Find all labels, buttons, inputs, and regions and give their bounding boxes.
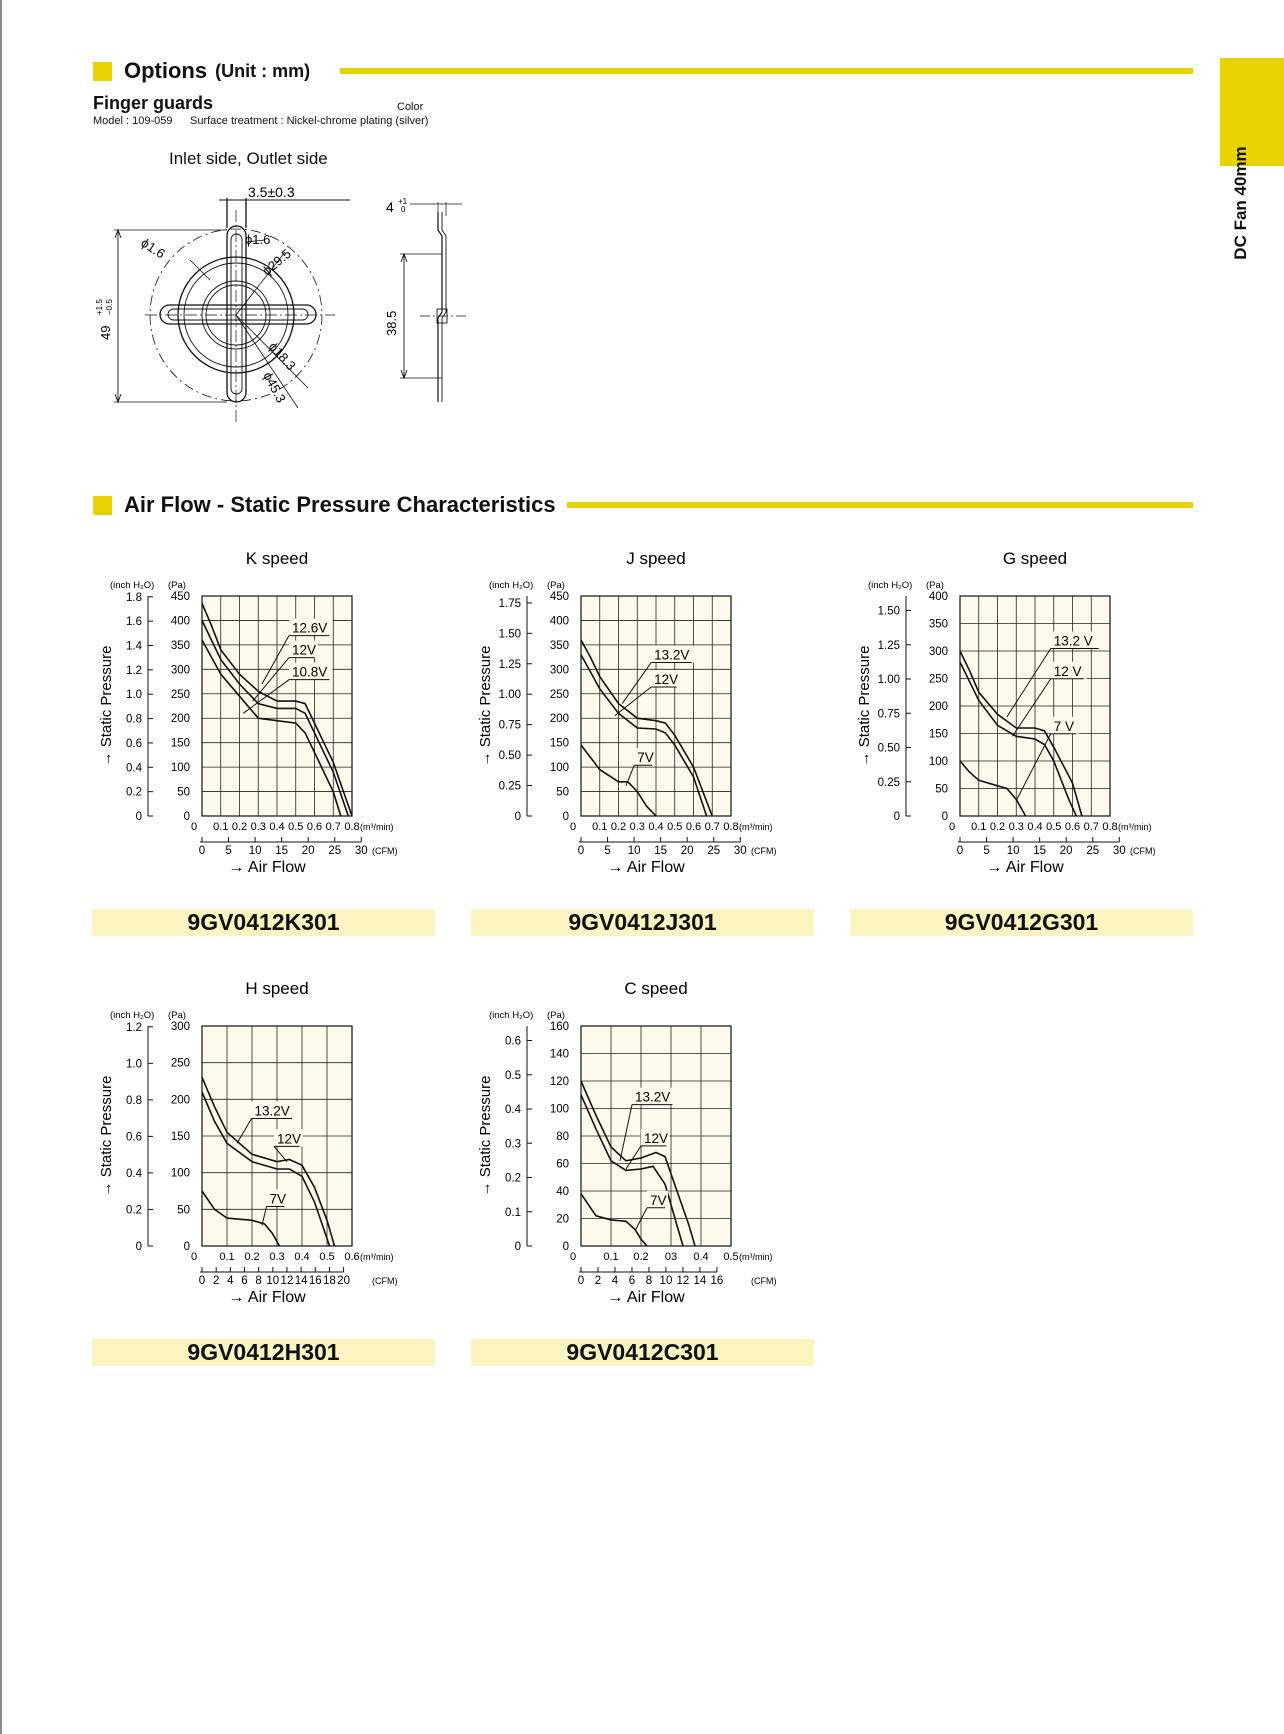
cfm-unit-label: (CFM) xyxy=(372,846,398,856)
cfm-tick-label: 20 xyxy=(337,1275,350,1287)
cfm-tick-label: 10 xyxy=(627,845,641,857)
finger-guards-color-label: Color xyxy=(397,101,424,113)
series-label: 13.2V xyxy=(654,647,690,663)
finger-guards-side-label: Inlet side, Outlet side xyxy=(169,149,328,168)
model-band-c: 9GV0412C301 xyxy=(471,1339,814,1366)
inch-tick-label: 0.25 xyxy=(498,780,521,793)
options-rule xyxy=(340,68,1193,74)
cfm-unit-label: (CFM) xyxy=(372,1276,398,1286)
pa-tick-label: 150 xyxy=(928,728,948,741)
pa-tick-label: 350 xyxy=(928,618,948,631)
airflow-square-icon xyxy=(93,496,112,515)
inch-tick-label: 0.2 xyxy=(505,1172,521,1185)
chart-title: K speed xyxy=(245,549,309,568)
m3-tick-label: 0.7 xyxy=(1083,821,1099,833)
m3-tick-label: 0.3 xyxy=(1008,821,1024,833)
x-axis-label: → Air Flow xyxy=(607,1289,685,1306)
chart-title: H speed xyxy=(245,979,309,998)
inch-tick-label: 1.50 xyxy=(498,628,521,641)
m3-unit-label: (m³/min) xyxy=(739,1252,773,1262)
cfm-tick-label: 14 xyxy=(294,1275,308,1287)
cfm-tick-label: 25 xyxy=(707,845,721,857)
cfm-tick-label: 16 xyxy=(710,1275,724,1287)
y-axis-label: → Static Pressure xyxy=(98,645,115,767)
pa-tick-label: 150 xyxy=(170,1131,190,1143)
options-title: Options xyxy=(124,58,208,83)
x-origin-label: 0 xyxy=(190,1251,198,1263)
m3-unit-label: (m³/min) xyxy=(1118,822,1152,832)
m3-tick-label: 0.5 xyxy=(667,821,683,833)
pa-tick-label: 40 xyxy=(556,1186,569,1198)
x-axis-label: → Air Flow xyxy=(986,859,1064,876)
inch-tick-label: 1.50 xyxy=(877,605,900,618)
pa-tick-label: 0 xyxy=(941,811,948,823)
pa-tick-label: 200 xyxy=(549,713,569,726)
chart-h-speed xyxy=(92,972,437,1317)
cfm-tick-label: 20 xyxy=(301,845,315,857)
m3-tick-label: 0.8 xyxy=(723,821,739,833)
series-label: 12V xyxy=(654,672,679,687)
series-label: 7 V xyxy=(1053,718,1075,734)
chart-title: G speed xyxy=(1002,549,1068,568)
dim-hole-small: ϕ1.6 xyxy=(245,232,271,247)
m3-tick-label: 0.5 xyxy=(288,821,304,833)
unit-inch-label: (inch H₂O) xyxy=(110,1010,155,1021)
pa-tick-label: 250 xyxy=(170,688,190,701)
unit-pa-label: (Pa) xyxy=(547,580,565,591)
side-tab-label xyxy=(1226,138,1256,268)
pa-tick-label: 400 xyxy=(549,615,569,628)
cfm-tick-label: 5 xyxy=(604,845,611,857)
pa-tick-label: 400 xyxy=(928,591,948,603)
model-band-k: 9GV0412K301 xyxy=(92,909,435,936)
inch-tick-label: 0.1 xyxy=(505,1206,521,1219)
options-square-icon xyxy=(93,62,112,81)
finger-guards-surface: Surface treatment : Nickel-chrome plating (silver) xyxy=(190,115,429,127)
chart-j-speed xyxy=(471,542,816,887)
dim-side-height: 38.5 xyxy=(384,310,399,336)
m3-unit-label: (m³/min) xyxy=(360,1252,394,1262)
m3-tick-label: 0.4 xyxy=(269,821,285,833)
chart-title: J speed xyxy=(626,549,686,568)
dim-mount-diameter: ϕ45.3 xyxy=(260,369,289,406)
cfm-tick-label: 16 xyxy=(308,1275,322,1287)
cfm-tick-label: 15 xyxy=(1033,845,1047,857)
cfm-tick-label: 5 xyxy=(225,845,232,857)
pa-tick-label: 100 xyxy=(549,762,569,775)
m3-tick-label: 0.4 xyxy=(294,1251,310,1263)
m3-tick-label: 0.3 xyxy=(250,821,266,833)
series-label: 7V xyxy=(637,750,654,766)
m3-tick-label: 0.2 xyxy=(633,1251,649,1263)
series-label: 12V xyxy=(644,1130,669,1146)
y-axis-label: → Static Pressure xyxy=(477,645,494,767)
pa-tick-label: 140 xyxy=(549,1048,569,1061)
dim-overall-tol-lower: −0.5 xyxy=(105,299,114,315)
m3-unit-label: (m³/min) xyxy=(360,822,394,832)
cfm-tick-label: 25 xyxy=(1086,845,1100,857)
m3-tick-label: 0.5 xyxy=(1046,821,1062,833)
options-header xyxy=(93,58,310,84)
cfm-tick-label: 8 xyxy=(255,1275,262,1287)
unit-pa-label: (Pa) xyxy=(547,1010,565,1021)
inch-tick-label: 0 xyxy=(893,811,900,823)
chart-k-speed xyxy=(92,542,437,887)
pa-tick-label: 0 xyxy=(183,811,190,823)
m3-tick-label: 03 xyxy=(664,1251,678,1263)
airflow-title: Air Flow - Static Pressure Characteristics xyxy=(124,492,556,517)
pa-tick-label: 120 xyxy=(549,1076,569,1088)
pa-tick-label: 200 xyxy=(170,1094,190,1107)
pa-tick-label: 160 xyxy=(549,1021,569,1033)
pa-tick-label: 200 xyxy=(928,701,948,713)
dim-inner-ring: ϕ18.3 xyxy=(265,338,299,374)
dim-thickness-tol-upper: +1 xyxy=(398,197,408,206)
inch-tick-label: 0.50 xyxy=(877,742,900,755)
dim-thickness-tol-lower: 0 xyxy=(401,205,406,214)
series-label: 12.6V xyxy=(292,620,328,636)
unit-inch-label: (inch H₂O) xyxy=(110,580,155,591)
m3-tick-label: 0.5 xyxy=(319,1251,335,1263)
inch-tick-label: 1.2 xyxy=(126,1021,142,1034)
pa-tick-label: 60 xyxy=(556,1158,569,1171)
cfm-tick-label: 0 xyxy=(577,845,585,857)
cfm-tick-label: 20 xyxy=(680,845,694,857)
cfm-tick-label: 14 xyxy=(693,1275,707,1287)
inch-tick-label: 0.6 xyxy=(126,737,142,750)
pa-tick-label: 0 xyxy=(183,1241,190,1253)
inch-tick-label: 0.3 xyxy=(505,1138,521,1151)
inch-tick-label: 1.6 xyxy=(126,616,142,629)
model-band-h: 9GV0412H301 xyxy=(92,1339,435,1366)
inch-tick-label: 0.4 xyxy=(126,1167,142,1180)
m3-tick-label: 0.3 xyxy=(269,1251,285,1263)
cfm-tick-label: 0 xyxy=(577,1275,585,1287)
cfm-tick-label: 4 xyxy=(227,1275,234,1287)
inch-tick-label: 0.5 xyxy=(505,1069,521,1082)
series-label: 13.2V xyxy=(254,1103,290,1119)
m3-tick-label: 0.8 xyxy=(344,821,360,833)
m3-tick-label: 0.5 xyxy=(723,1251,739,1263)
pa-tick-label: 200 xyxy=(170,713,190,726)
airflow-header xyxy=(93,492,556,518)
dim-outer-ring: ϕ29.5 xyxy=(259,245,294,279)
series-label: 13.2 V xyxy=(1053,633,1093,649)
pa-tick-label: 450 xyxy=(170,591,190,603)
pa-tick-label: 300 xyxy=(928,646,948,658)
pa-tick-label: 250 xyxy=(549,688,569,701)
cfm-tick-label: 10 xyxy=(248,845,262,857)
pa-tick-label: 0 xyxy=(562,1241,569,1253)
unit-inch-label: (inch H₂O) xyxy=(868,580,913,591)
x-axis-label: → Air Flow xyxy=(607,859,685,876)
m3-unit-label: (m³/min) xyxy=(739,822,773,832)
pa-tick-label: 450 xyxy=(549,591,569,603)
m3-tick-label: 0.6 xyxy=(344,1251,360,1263)
cfm-tick-label: 0 xyxy=(198,845,206,857)
inch-tick-label: 1.25 xyxy=(498,658,521,671)
pa-tick-label: 100 xyxy=(170,1167,190,1180)
inch-tick-label: 0 xyxy=(514,811,521,823)
cfm-tick-label: 6 xyxy=(241,1275,248,1287)
pa-tick-label: 50 xyxy=(177,786,190,799)
chart-g-speed xyxy=(850,542,1195,887)
series-label: 12V xyxy=(292,642,317,658)
series-label: 12V xyxy=(277,1131,302,1147)
pa-tick-label: 100 xyxy=(170,762,190,775)
series-label: 7V xyxy=(269,1191,287,1207)
series-label: 7V xyxy=(650,1192,667,1208)
pa-tick-label: 0 xyxy=(562,811,569,823)
dim-slot-width: 3.5±0.3 xyxy=(248,184,295,200)
dim-hole-small-2: ϕ1.6 xyxy=(138,234,168,262)
m3-tick-label: 0.6 xyxy=(306,821,323,833)
dim-thickness: 4 xyxy=(386,199,394,215)
inch-tick-label: 0 xyxy=(135,1241,142,1253)
pa-tick-label: 350 xyxy=(170,639,190,652)
cfm-tick-label: 5 xyxy=(983,845,990,857)
finger-guard-front-drawing xyxy=(90,180,380,440)
cfm-unit-label: (CFM) xyxy=(1130,846,1156,856)
inch-tick-label: 0.6 xyxy=(126,1131,142,1144)
model-band-g: 9GV0412G301 xyxy=(850,909,1193,936)
pa-tick-label: 300 xyxy=(170,1021,190,1033)
cfm-tick-label: 18 xyxy=(323,1275,336,1287)
pa-tick-label: 250 xyxy=(928,673,948,686)
pa-tick-label: 20 xyxy=(556,1213,569,1226)
inch-tick-label: 0 xyxy=(135,811,142,823)
inch-tick-label: 1.0 xyxy=(126,689,142,702)
finger-guard-side-drawing xyxy=(380,190,470,420)
inch-tick-label: 0.25 xyxy=(877,776,900,789)
inch-tick-label: 1.00 xyxy=(877,674,900,687)
pa-tick-label: 50 xyxy=(556,786,569,799)
m3-tick-label: 0.2 xyxy=(231,821,248,833)
inch-tick-label: 0.75 xyxy=(498,719,521,732)
m3-tick-label: 0.3 xyxy=(629,821,645,833)
m3-tick-label: 0.1 xyxy=(219,1251,235,1263)
series-label: 12 V xyxy=(1053,663,1082,679)
cfm-tick-label: 12 xyxy=(676,1275,690,1287)
unit-pa-label: (Pa) xyxy=(168,580,186,591)
inch-tick-label: 0.8 xyxy=(126,1094,142,1107)
y-axis-label: → Static Pressure xyxy=(477,1075,494,1197)
series-label: 10.8V xyxy=(292,664,328,680)
x-origin-label: 0 xyxy=(569,1251,577,1263)
inch-tick-label: 0 xyxy=(514,1241,521,1253)
options-unit: (Unit : mm) xyxy=(215,60,311,81)
cfm-tick-label: 8 xyxy=(645,1275,653,1287)
dim-overall-height: 49 xyxy=(98,325,113,340)
m3-tick-label: 0.1 xyxy=(213,821,229,833)
m3-tick-label: 0.6 xyxy=(685,821,702,833)
m3-tick-label: 0.2 xyxy=(610,821,627,833)
inch-tick-label: 1.4 xyxy=(126,640,142,653)
x-axis-label: → Air Flow xyxy=(228,859,306,876)
unit-inch-label: (inch H₂O) xyxy=(489,580,534,591)
inch-tick-label: 1.2 xyxy=(126,664,142,677)
cfm-unit-label: (CFM) xyxy=(751,1276,777,1286)
cfm-tick-label: 15 xyxy=(654,845,668,857)
inch-tick-label: 1.00 xyxy=(498,689,521,702)
inch-tick-label: 0.4 xyxy=(126,762,142,775)
pa-tick-label: 80 xyxy=(556,1131,569,1143)
cfm-tick-label: 12 xyxy=(280,1275,294,1287)
inch-tick-label: 1.25 xyxy=(877,639,900,652)
inch-tick-label: 1.0 xyxy=(126,1058,142,1071)
pa-tick-label: 400 xyxy=(170,615,190,628)
pa-tick-label: 150 xyxy=(549,737,569,750)
airflow-rule xyxy=(567,502,1193,508)
m3-tick-label: 0.2 xyxy=(989,821,1006,833)
cfm-tick-label: 10 xyxy=(659,1275,673,1287)
cfm-tick-label: 10 xyxy=(266,1275,280,1287)
m3-tick-label: 0.4 xyxy=(1027,821,1043,833)
m3-tick-label: 0.8 xyxy=(1102,821,1118,833)
page-left-rule xyxy=(0,0,2,1734)
finger-guards-title: Finger guards xyxy=(93,93,214,113)
m3-tick-label: 0.2 xyxy=(244,1251,260,1263)
m3-tick-label: 0.1 xyxy=(592,821,608,833)
cfm-tick-label: 6 xyxy=(628,1275,636,1287)
pa-tick-label: 250 xyxy=(170,1057,190,1070)
x-origin-label: 0 xyxy=(948,821,956,833)
cfm-tick-label: 2 xyxy=(594,1275,602,1287)
m3-tick-label: 0.7 xyxy=(704,821,720,833)
pa-tick-label: 100 xyxy=(549,1103,569,1116)
pa-tick-label: 50 xyxy=(935,783,948,796)
m3-tick-label: 0.6 xyxy=(1064,821,1081,833)
cfm-tick-label: 2 xyxy=(212,1275,220,1287)
m3-tick-label: 0.4 xyxy=(648,821,664,833)
chart-c-speed xyxy=(471,972,816,1317)
model-band-j: 9GV0412J301 xyxy=(471,909,814,936)
unit-inch-label: (inch H₂O) xyxy=(489,1010,534,1021)
inch-tick-label: 0.4 xyxy=(505,1104,521,1117)
unit-pa-label: (Pa) xyxy=(168,1010,186,1021)
pa-tick-label: 50 xyxy=(177,1204,190,1217)
inch-tick-label: 0.75 xyxy=(877,708,900,721)
m3-tick-label: 0.4 xyxy=(693,1251,709,1263)
inch-tick-label: 0.2 xyxy=(126,1204,142,1217)
m3-tick-label: 0.1 xyxy=(971,821,987,833)
inch-tick-label: 0.8 xyxy=(126,713,142,726)
pa-tick-label: 150 xyxy=(170,737,190,750)
inch-tick-label: 1.75 xyxy=(498,597,521,610)
y-axis-label: → Static Pressure xyxy=(98,1075,115,1197)
unit-pa-label: (Pa) xyxy=(926,580,944,591)
m3-tick-label: 0.1 xyxy=(603,1251,619,1263)
m3-tick-label: 0.7 xyxy=(325,821,341,833)
cfm-tick-label: 30 xyxy=(354,845,368,857)
x-origin-label: 0 xyxy=(190,821,198,833)
x-origin-label: 0 xyxy=(569,821,577,833)
cfm-tick-label: 30 xyxy=(1112,845,1126,857)
cfm-unit-label: (CFM) xyxy=(751,846,777,856)
side-tab-text: DC Fan 40mm xyxy=(1231,146,1250,260)
inch-tick-label: 0.6 xyxy=(505,1035,521,1048)
chart-title: C speed xyxy=(624,979,688,998)
cfm-tick-label: 30 xyxy=(733,845,747,857)
inch-tick-label: 0.2 xyxy=(126,786,142,799)
cfm-tick-label: 4 xyxy=(611,1275,619,1287)
cfm-tick-label: 0 xyxy=(198,1275,206,1287)
inch-tick-label: 0.50 xyxy=(498,750,521,763)
finger-guards-model: Model : 109-059 xyxy=(93,115,173,127)
cfm-tick-label: 10 xyxy=(1006,845,1020,857)
y-axis-label: → Static Pressure xyxy=(856,645,873,767)
x-axis-label: → Air Flow xyxy=(228,1289,306,1306)
cfm-tick-label: 0 xyxy=(956,845,964,857)
series-label: 13.2V xyxy=(635,1089,671,1105)
pa-tick-label: 300 xyxy=(170,664,190,677)
pa-tick-label: 350 xyxy=(549,639,569,652)
cfm-tick-label: 25 xyxy=(328,845,342,857)
inch-tick-label: 1.8 xyxy=(126,591,142,604)
cfm-tick-label: 15 xyxy=(275,845,289,857)
dim-overall-tol-upper: +1.5 xyxy=(95,299,104,315)
pa-tick-label: 300 xyxy=(549,664,569,677)
pa-tick-label: 100 xyxy=(928,756,948,768)
cfm-tick-label: 20 xyxy=(1059,845,1073,857)
